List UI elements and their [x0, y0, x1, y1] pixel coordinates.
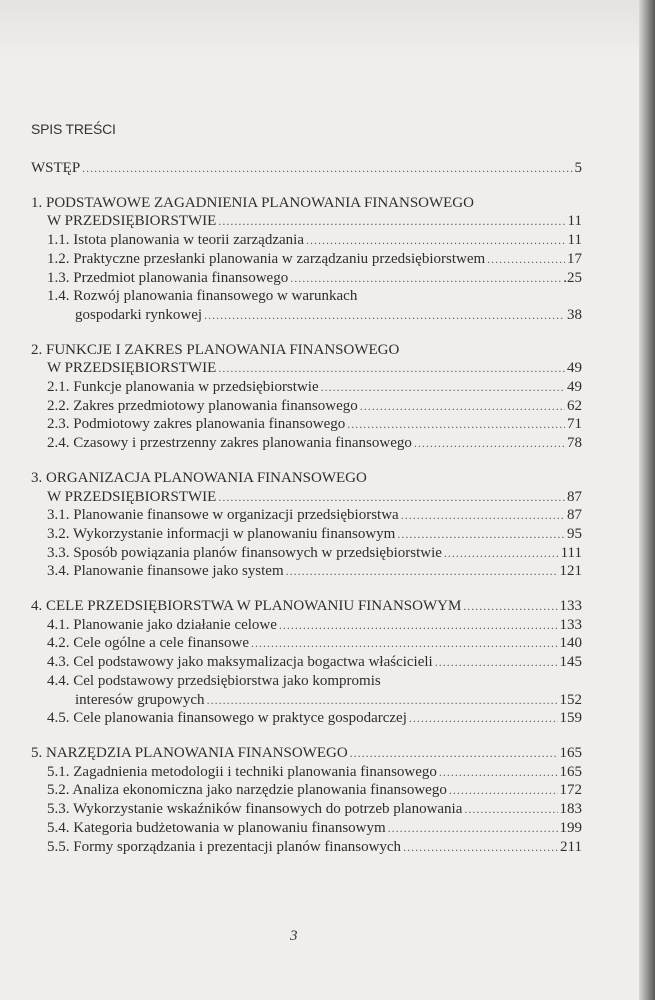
toc-entry-line [31, 250, 582, 269]
dot-leader [487, 250, 565, 269]
toc-page-number: 121 [559, 563, 582, 580]
toc-entry-line [31, 287, 582, 306]
dot-leader [414, 434, 565, 453]
toc-entry-line [31, 800, 582, 819]
toc-entry-title: 3.3. Sposób powiązania planów finansowych w przedsiębiorstwie [47, 544, 442, 561]
toc-page-number: 49 [567, 360, 582, 377]
toc-entry-title: 3.4. Planowanie finansowe jako system [47, 563, 284, 580]
toc-entry-line [31, 194, 582, 213]
toc-entry-line [31, 562, 582, 581]
toc-entry [31, 525, 582, 544]
dot-leader [463, 597, 557, 616]
toc-entry [31, 250, 582, 269]
page-edge-shadow [639, 0, 655, 1000]
table-of-contents [31, 159, 582, 872]
dot-leader [401, 506, 565, 525]
toc-entry-title: 3. ORGANIZACJA PLANOWANIA FINANSOWEGO [31, 469, 367, 486]
toc-entry-line [31, 744, 582, 763]
toc-entry [31, 415, 582, 434]
toc-entry-line [31, 397, 582, 416]
toc-entry [31, 194, 582, 231]
toc-entry-line [31, 525, 582, 544]
toc-entry-line [31, 616, 582, 635]
toc-entry-title-continued: W PRZEDSIĘBIORSTWIE [47, 213, 217, 230]
toc-entry [31, 838, 582, 857]
toc-entry-title-continued: interesów grupowych [75, 691, 205, 708]
toc-page-number: 152 [559, 691, 582, 708]
dot-leader [449, 781, 558, 800]
toc-entry-line [31, 544, 582, 563]
toc-entry-line [31, 763, 582, 782]
dot-leader [321, 378, 565, 397]
toc-entry-title: 4.5. Cele planowania finansowego w praktyce gospodarczej [47, 710, 407, 727]
toc-section [31, 341, 582, 453]
toc-entry-line [31, 434, 582, 453]
toc-page-number: 165 [559, 744, 582, 761]
toc-section [31, 159, 582, 178]
toc-entry [31, 616, 582, 635]
dot-leader [397, 525, 565, 544]
toc-section [31, 597, 582, 728]
toc-section [31, 744, 582, 856]
toc-entry-title: 5.2. Analiza ekonomiczna jako narzędzie planowania finansowego [47, 782, 447, 799]
toc-page-number: 140 [559, 635, 582, 652]
toc-entry-line [31, 306, 582, 325]
toc-entry-line [31, 341, 582, 360]
dot-leader [388, 819, 558, 838]
toc-page-number: 5 [574, 160, 582, 176]
page-number: 3 [290, 928, 298, 944]
toc-entry [31, 744, 582, 763]
toc-page-number: 165 [559, 763, 582, 780]
toc-entry-title: 2.1. Funkcje planowania w przedsiębiorstwie [47, 379, 319, 396]
toc-entry-title: 5.1. Zagadnienia metodologii i techniki planowania finansowego [47, 763, 437, 780]
toc-entry [31, 434, 582, 453]
toc-entry-line [31, 819, 582, 838]
toc-entry [31, 709, 582, 728]
toc-entry-title: 2.4. Czasowy i przestrzenny zakres planowania finansowego [47, 435, 412, 452]
toc-page-number: 87 [567, 488, 582, 505]
toc-entry-title-continued: W PRZEDSIĘBIORSTWIE [47, 488, 217, 505]
toc-entry-line [31, 359, 582, 378]
dot-leader [409, 709, 558, 728]
toc-entry-line [31, 231, 582, 250]
toc-entry [31, 506, 582, 525]
toc-entry [31, 672, 582, 709]
toc-entry-title: 4.2. Cele ogólne a cele finansowe [47, 635, 250, 652]
toc-entry-title: 2. FUNKCJE I ZAKRES PLANOWANIA FINANSOWEGO [31, 341, 400, 358]
dot-leader [279, 616, 558, 635]
toc-page-number: 199 [559, 819, 582, 836]
toc-entry-line [31, 691, 582, 710]
toc-page-number: 11 [567, 213, 582, 230]
toc-entry-line [31, 506, 582, 525]
toc-entry-title: 5.3. Wykorzystanie wskaźników finansowych do potrzeb planowania [47, 801, 463, 818]
toc-entry-title: 2.3. Podmiotowy zakres planowania finansowego [47, 416, 346, 433]
toc-entry-title: 1.1. Istota planowania w teorii zarządzania [47, 232, 304, 249]
dot-leader [218, 212, 565, 231]
dot-leader [218, 488, 565, 507]
toc-entry-title: 1. PODSTAWOWE ZAGADNIENIA PLANOWANIA FINANSOWEGO [31, 194, 474, 211]
toc-entry [31, 341, 582, 378]
dot-leader [444, 544, 559, 563]
toc-entry [31, 562, 582, 581]
toc-page-number: 133 [559, 616, 582, 633]
toc-entry [31, 544, 582, 563]
toc-heading: SPIS TREŚCI [31, 121, 116, 137]
dot-leader [218, 359, 565, 378]
toc-page-number: 111 [560, 544, 582, 561]
toc-entry-title: WSTĘP [31, 160, 81, 176]
toc-entry-title-continued: gospodarki rynkowej [75, 306, 203, 323]
dot-leader [82, 159, 572, 178]
toc-page-number: 78 [567, 435, 582, 452]
toc-entry-line [31, 269, 582, 288]
toc-entry-title: 3.1. Planowanie finansowe w organizacji przedsiębiorstwa [47, 507, 399, 524]
toc-section [31, 469, 582, 581]
toc-entry [31, 800, 582, 819]
toc-page-number: 87 [567, 507, 582, 524]
toc-entry-line [31, 838, 582, 857]
toc-entry-title: 3.2. Wykorzystanie informacji w planowaniu finansowym [47, 525, 396, 542]
toc-entry-line [31, 709, 582, 728]
toc-entry-line [31, 634, 582, 653]
toc-entry-line [31, 488, 582, 507]
toc-entry-line [31, 672, 582, 691]
toc-entry-line [31, 415, 582, 434]
dot-leader [290, 269, 561, 288]
toc-entry-title: 5. NARZĘDZIA PLANOWANIA FINANSOWEGO [31, 744, 348, 761]
toc-entry-title: 4.1. Planowanie jako działanie celowe [47, 616, 277, 633]
toc-entry-line [31, 597, 582, 616]
toc-entry-title: 1.3. Przedmiot planowania finansowego [47, 269, 289, 286]
toc-entry-line [31, 378, 582, 397]
toc-entry-line [31, 212, 582, 231]
toc-entry-title: 1.4. Rozwój planowania finansowego w warunkach [47, 288, 358, 305]
toc-page-number: 95 [567, 525, 582, 542]
toc-entry [31, 653, 582, 672]
dot-leader [403, 838, 558, 857]
toc-entry-line [31, 469, 582, 488]
toc-entry [31, 269, 582, 288]
dot-leader [286, 562, 558, 581]
toc-page-number: 183 [559, 801, 582, 818]
toc-entry-title: 5.4. Kategoria budżetowania w planowaniu finansowym [47, 819, 386, 836]
toc-page-number: .25 [563, 269, 582, 286]
dot-leader [306, 231, 566, 250]
dot-leader [360, 397, 565, 416]
toc-entry [31, 469, 582, 506]
toc-entry [31, 634, 582, 653]
toc-entry [31, 159, 582, 178]
toc-page-number: 133 [559, 598, 582, 615]
dot-leader [464, 800, 557, 819]
toc-page-number: 71 [567, 416, 582, 433]
toc-page-number: 159 [559, 710, 582, 727]
toc-section [31, 194, 582, 325]
toc-entry-title: 4. CELE PRZEDSIĘBIORSTWA W PLANOWANIU FINANSOWYM [31, 598, 462, 615]
dot-leader [207, 691, 558, 710]
toc-page-number: 38 [567, 306, 582, 323]
toc-entry-line [31, 781, 582, 800]
toc-entry-line [31, 159, 582, 178]
toc-entry [31, 378, 582, 397]
toc-entry [31, 597, 582, 616]
toc-entry-title: 5.5. Formy sporządzania i prezentacji planów finansowych [47, 838, 402, 855]
toc-entry-title: 4.3. Cel podstawowy jako maksymalizacja bogactwa właścicieli [47, 654, 433, 671]
dot-leader [251, 634, 557, 653]
toc-page-number: 211 [560, 838, 582, 855]
toc-entry [31, 231, 582, 250]
toc-entry [31, 763, 582, 782]
dot-leader [204, 306, 565, 325]
dot-leader [439, 763, 558, 782]
dot-leader [435, 653, 558, 672]
toc-entry-title: 1.2. Praktyczne przesłanki planowania w zarządzaniu przedsiębiorstwem [47, 250, 486, 267]
dot-leader [347, 415, 565, 434]
toc-page-number: 145 [559, 654, 582, 671]
toc-entry [31, 781, 582, 800]
toc-entry-title: 4.4. Cel podstawowy przedsiębiorstwa jako kompromis [47, 672, 381, 689]
toc-entry [31, 287, 582, 324]
dot-leader [350, 744, 558, 763]
toc-page-number: 49 [567, 379, 582, 396]
toc-entry-title-continued: W PRZEDSIĘBIORSTWIE [47, 360, 217, 377]
scan-shading [0, 0, 640, 60]
toc-page-number: 11 [567, 232, 582, 249]
toc-page-number: 17 [567, 250, 582, 267]
toc-entry-line [31, 653, 582, 672]
toc-page-number: 62 [567, 397, 582, 414]
toc-entry-title: 2.2. Zakres przedmiotowy planowania finansowego [47, 397, 358, 414]
toc-entry [31, 819, 582, 838]
toc-page-number: 172 [559, 782, 582, 799]
toc-entry [31, 397, 582, 416]
